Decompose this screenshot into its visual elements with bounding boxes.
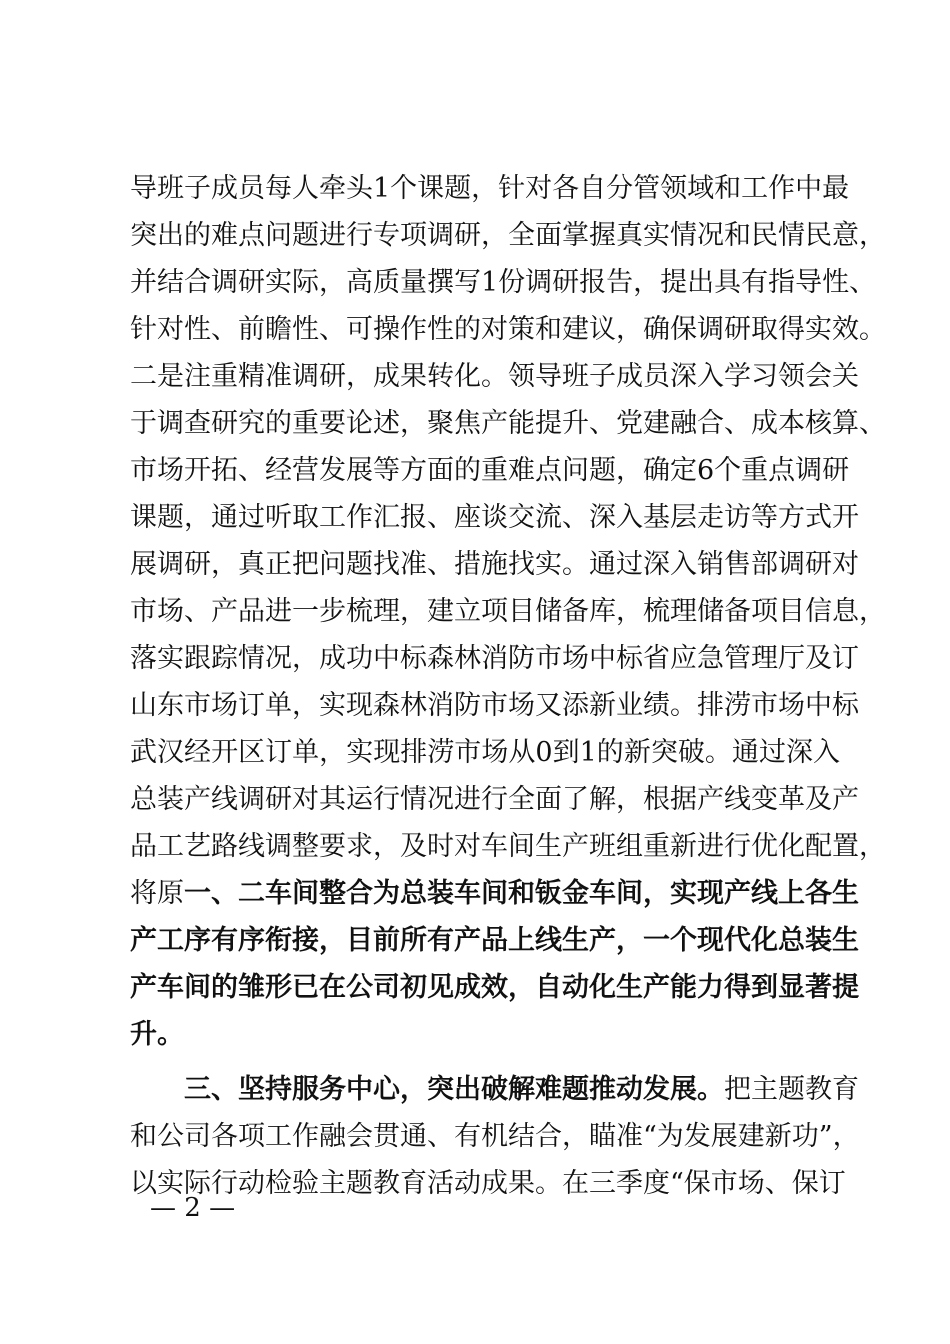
body-line: 落实跟踪情况，成功中标森林消防市场中标省应急管理厅及订: [130, 643, 859, 674]
body-line: 二是注重精准调研，成果转化。领导班子成员深入学习领会关: [130, 361, 859, 392]
body-line: 武汉经开区订单，实现排涝市场从0到1的新突破。通过深入: [130, 737, 840, 768]
body-line: 课题，通过听取工作汇报、座谈交流、深入基层走访等方式开: [130, 502, 859, 533]
mixed-line: [130, 872, 859, 916]
body-line: 突出的难点问题进行专项调研，全面掌握真实情况和民情民意，: [130, 220, 886, 251]
bold-line: 产工序有序衔接，目前所有产品上线生产，一个现代化总装生: [130, 925, 859, 956]
bold-line: 产车间的雏形已在公司初见成效，自动化生产能力得到显著提: [130, 972, 859, 1003]
body-line: 并结合调研实际，高质量撰写1份调研报告，提出具有指导性、: [130, 267, 877, 298]
bold-text: 一、二车间整合为总装车间和钣金车间，实现产线上各生: [184, 878, 859, 909]
body-line: 品工艺路线调整要求，及时对车间生产班组重新进行优化配置，: [130, 831, 886, 862]
body-line: 总装产线调研对其运行情况进行全面了解，根据产线变革及产: [130, 784, 859, 815]
section-3-first-line: [184, 1068, 859, 1112]
body-line: 和公司各项工作融会贯通、有机结合，瞄准“为发展建新功”，: [130, 1121, 860, 1152]
body-line: 以实际行动检验主题教育活动成果。在三季度“保市场、保订: [130, 1168, 846, 1199]
body-text: 把主题教育: [724, 1074, 859, 1105]
body-line: 市场、产品进一步梳理，建立项目储备库，梳理储备项目信息，: [130, 596, 886, 627]
page-number: — 2 —: [150, 1193, 236, 1223]
body-line: 于调查研究的重要论述，聚焦产能提升、党建融合、成本核算、: [130, 408, 886, 439]
body-line: 展调研，真正把问题找准、措施找实。通过深入销售部调研对: [130, 549, 859, 580]
section-heading: 三、坚持服务中心，突出破解难题推动发展。: [184, 1074, 724, 1105]
body-line: 市场开拓、经营发展等方面的重难点问题，确定6个重点调研: [130, 455, 850, 486]
body-line: 针对性、前瞻性、可操作性的对策和建议，确保调研取得实效。: [130, 314, 886, 345]
body-text-prefix: 将原: [130, 878, 184, 909]
body-line: 山东市场订单，实现森林消防市场又添新业绩。排涝市场中标: [130, 690, 859, 721]
body-line: 导班子成员每人牵头1个课题，针对各自分管领域和工作中最: [130, 173, 850, 204]
bold-line: 升。: [130, 1019, 184, 1050]
